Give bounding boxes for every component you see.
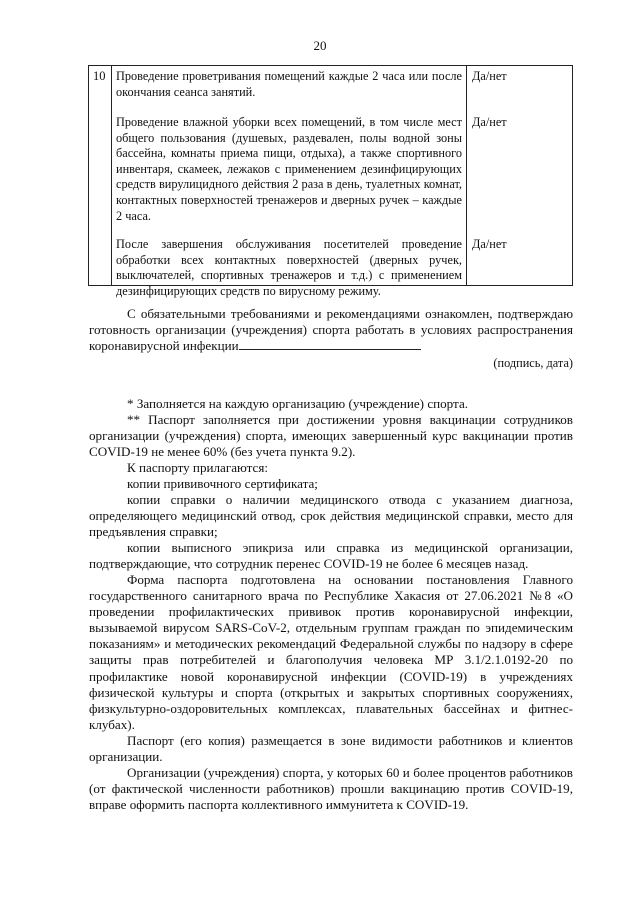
- table-answer-surface-treatment: Да/нет: [472, 237, 507, 251]
- requirements-table: [88, 65, 573, 298]
- table-answer-wet-cleaning: Да/нет: [472, 115, 507, 129]
- page-number: 20: [313, 38, 327, 53]
- basis-paragraph: Форма паспорта подготовлена на основании постановления Главного государственного санитарного врача по Республике Хакасия от 27.06.2021 №8 «О проведении профилактических прививок против коронавирусной инфекции, вызываемой вирусом SARS-CoV-2, отдельным группам граждан по эпидемическим показаниям» и методических рекомендаций Федеральной службы по надзору в сфере защиты прав потребителей и благополучия человека МР 3.1/2.1.0192-20 по профилактике новой коронавирусной инфекции (COVID-19) в учреждениях физической культуры и спорта (открытых и закрытых спортивных сооружениях, физкультурно-оздоровительных комплексах, плавательных бассейнах и фитнес-клубах).: [89, 572, 573, 732]
- acknowledgement-statement: С обязательными требованиями и рекомендациями ознакомлен, подтверждаю готовность организации (учреждения) спорта работать в условиях распространения коронавирусной инфекции: [89, 306, 573, 354]
- attachment-vaccination-certificate: копии прививочного сертификата;: [127, 476, 318, 491]
- attachment-medical-exemption: копии справки о наличии медицинского отвода с указанием диагноза, определяющего медицинский отвод, срок действия медицинской справки, место для предъявления справки;: [89, 492, 573, 540]
- table-item-wet-cleaning: Проведение влажной уборки всех помещений, в том числе мест общего пользования (душевых, раздевален, полы водной зоны бассейна, комнаты приема пищи, отдыха), а также спортивного инвентаря, скамеек, лежаков с применением дезинфицирующих средств вирулицидного действия 2 раза в день, туалетных комнат, контактных поверхностей тренажеров и дверных ручек – каждые 2 часа.: [116, 115, 462, 223]
- table-column-divider: [111, 66, 112, 285]
- table-row-number: 10: [93, 69, 106, 83]
- attachments-intro: К паспорту прилагаются:: [127, 460, 268, 475]
- table-item-surface-treatment: После завершения обслуживания посетителей проведение обработки всех контактных поверхностей (дверных ручек, выключателей, спортивных тренажеров и т.д.) с применением дезинфицирующих средств по вирусному режиму.: [116, 237, 462, 298]
- signature-line: [239, 338, 421, 350]
- note-single-asterisk: * Заполняется на каждую организацию (учреждение) спорта.: [127, 396, 469, 411]
- table-item-ventilation: Проведение проветривания помещений каждые 2 часа или после окончания сеанса занятий.: [116, 69, 462, 99]
- note-double-asterisk: ** Паспорт заполняется при достижении уровня вакцинации сотрудников организации (учреждения) спорта, имеющих завершенный курс вакцинации против COVID-19 не менее 60% (без учета пункта 9.2).: [89, 412, 573, 460]
- signature-caption: (подпись, дата): [493, 356, 573, 370]
- table-answer-ventilation: Да/нет: [472, 69, 507, 83]
- table-column-divider: [466, 66, 467, 285]
- placement-paragraph: Паспорт (его копия) размещается в зоне видимости работников и клиентов организации.: [89, 733, 573, 765]
- attachment-discharge-summary: копии выписного эпикриза или справка из медицинской организации, подтверждающие, что сотрудник перенес COVID-19 не более 6 месяцев назад.: [89, 540, 573, 572]
- collective-immunity-paragraph: Организации (учреждения) спорта, у которых 60 и более процентов работников (от фактической численности работников) прошли вакцинацию против COVID-19, вправе оформить паспорта коллективного иммунитета к COVID-19.: [89, 765, 573, 813]
